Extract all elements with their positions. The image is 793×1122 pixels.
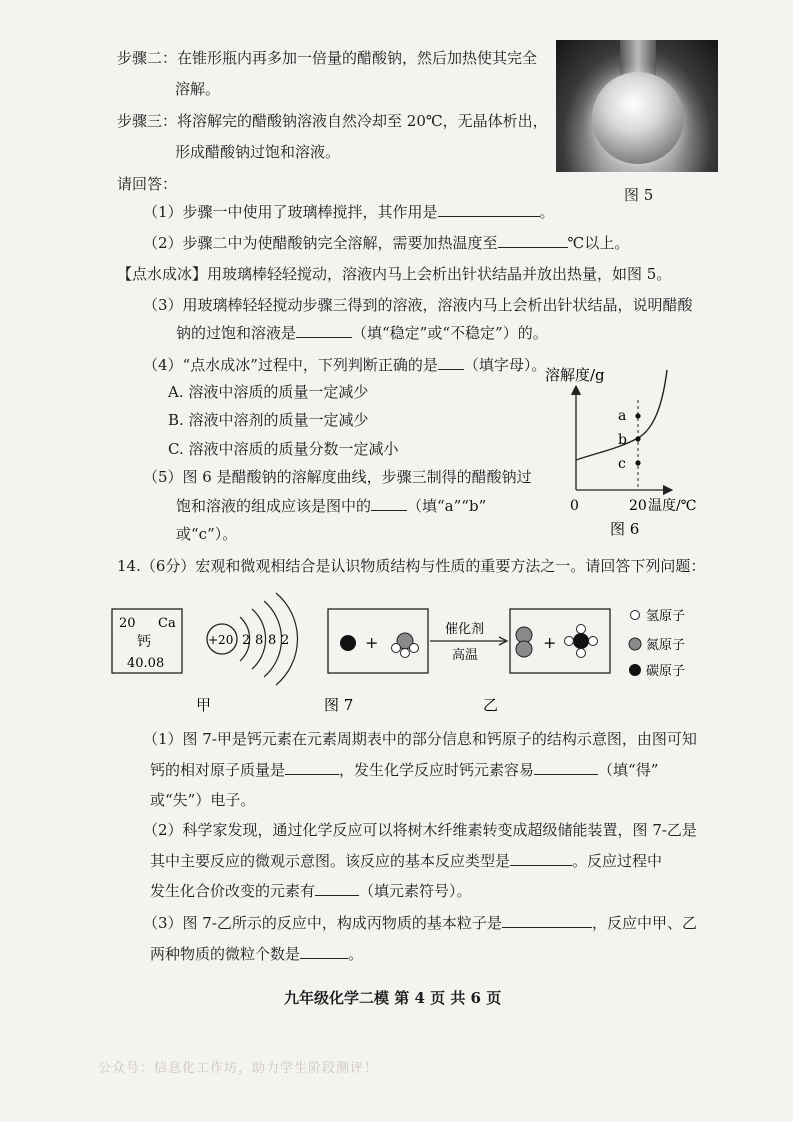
point-water-ice: 【点水成冰】用玻璃棒轻轻搅动，溶液内马上会析出针状结晶并放出热量，如图 5。 <box>117 265 672 283</box>
ask-label: 请回答： <box>117 175 178 193</box>
answer-blank-q3[interactable] <box>296 323 352 338</box>
sub-question-3-line2: 两种物质的微粒个数是 。 <box>150 945 364 963</box>
fig6-origin: 0 <box>570 498 579 514</box>
sub-question-1-line2: 钙的相对原子质量是 ，发生化学反应时钙元素容易 （填“得” <box>150 761 659 779</box>
answer-blank-electron[interactable] <box>534 760 598 775</box>
svg-text:8: 8 <box>268 633 277 648</box>
svg-text:钙: 钙 <box>137 634 151 650</box>
question-2: （2）步骤二中为使醋酸钠完全溶解，需要加热温度至 ℃以上。 <box>143 234 630 252</box>
methane-molecule <box>565 625 598 658</box>
answer-blank-ratio[interactable] <box>300 944 348 959</box>
question-1: （1）步骤一中使用了玻璃棒搅拌，其作用是 。 <box>143 203 555 221</box>
fig6-point-c <box>635 460 640 465</box>
fig6-point-b <box>635 436 640 441</box>
fig5-caption: 图 5 <box>624 186 654 204</box>
calcium-atom-structure <box>207 593 297 685</box>
svg-text:2: 2 <box>242 633 251 648</box>
fig6-solubility-chart <box>540 360 720 545</box>
svg-text:8: 8 <box>255 633 264 648</box>
fig6-label-a: a <box>618 408 627 424</box>
sub-question-2-line3: 发生化合价改变的元素有 （填元素符号）。 <box>150 882 472 900</box>
fig6-point-a <box>635 413 640 418</box>
fig6-ylabel: 溶解度/g <box>545 366 605 384</box>
page-footer: 九年级化学二模 第 4 页 共 6 页 <box>284 989 502 1007</box>
ammonia-molecule <box>392 633 419 658</box>
nitrogen-legend-icon <box>629 638 641 650</box>
answer-blank-q5[interactable] <box>371 496 407 511</box>
svg-text:碳原子: 碳原子 <box>646 664 686 679</box>
step2-line1: 步骤二：在锥形瓶内再多加一倍量的醋酸钠，然后加热使其完全 <box>117 49 538 67</box>
nitrogen-molecule <box>516 627 532 657</box>
option-c: C. 溶液中溶质的质量分数一定减小 <box>168 440 399 458</box>
hydrogen-legend-icon <box>631 611 640 620</box>
carbon-legend-icon <box>629 664 641 676</box>
fig5-photo <box>556 40 718 172</box>
sub-question-1-line1: （1）图 7-甲是钙元素在元素周期表中的部分信息和钙原子的结构示意图，由图可知 <box>143 730 697 748</box>
step3-line2: 形成醋酸钠过饱和溶液。 <box>175 143 341 161</box>
answer-blank-reaction-type[interactable] <box>510 851 572 866</box>
sub-question-2-line1: （2）科学家发现，通过化学反应可以将树木纤维素转变成超级储能装置，图 7-乙是 <box>143 821 697 839</box>
svg-text:20: 20 <box>119 616 136 631</box>
svg-text:2: 2 <box>281 633 290 648</box>
answer-blank-atomic-mass[interactable] <box>285 760 339 775</box>
svg-text:氮原子: 氮原子 <box>646 638 686 653</box>
label-yi: 乙 <box>483 696 499 714</box>
fig6-label-c: c <box>618 456 626 472</box>
question-5-line1: （5）图 6 是醋酸钠的溶解度曲线，步骤三制得的醋酸钠过 <box>143 468 532 486</box>
sub-question-3-line1: （3）图 7-乙所示的反应中，构成丙物质的基本粒子是 ，反应中甲、乙 <box>143 914 697 932</box>
label-jia: 甲 <box>196 696 212 714</box>
catalyst-label: 催化剂 <box>445 622 485 637</box>
step3-line1: 步骤三：将溶解完的醋酸钠溶液自然冷却至 20℃，无晶体析出， <box>117 112 548 130</box>
answer-blank-particle[interactable] <box>502 913 592 928</box>
question-5-line3: 或“c”）。 <box>176 525 238 543</box>
question-3-line2: 钠的过饱和溶液是 （填“稳定”或“不稳定”）的。 <box>176 324 548 342</box>
answer-blank-q4[interactable] <box>438 355 464 370</box>
label-fig7: 图 7 <box>324 696 354 714</box>
svg-text:40.08: 40.08 <box>127 656 165 671</box>
carbon-atom <box>340 635 356 651</box>
sub-question-1-line3: 或“失”）电子。 <box>150 791 256 809</box>
fig6-label-b: b <box>618 432 627 448</box>
question-3-line1: （3）用玻璃棒轻轻搅动步骤三得到的溶液，溶液内马上会析出针状结晶，说明醋酸 <box>143 296 693 314</box>
svg-text:+20: +20 <box>208 633 234 647</box>
fig6-caption: 图 6 <box>610 520 640 538</box>
atom-legend <box>629 609 685 679</box>
condition-label: 高温 <box>452 648 479 663</box>
option-b: B. 溶液中溶剂的质量一定减少 <box>168 411 369 429</box>
sub-question-2-line2: 其中主要反应的微观示意图。该反应的基本反应类型是 。反应过程中 <box>150 852 663 870</box>
watermark-text: 公众号：信息化工作坊，助力学生阶段测评！ <box>98 1061 379 1076</box>
answer-blank-q2[interactable] <box>498 233 568 248</box>
svg-text:Ca: Ca <box>158 616 176 631</box>
fig6-tick-20: 20 <box>629 498 647 514</box>
question-5-line2: 饱和溶液的组成应该是图中的 （填“a”“b” <box>176 497 487 515</box>
option-a: A. 溶液中溶质的质量一定减少 <box>168 383 369 401</box>
fig7-figure <box>100 585 740 715</box>
fig6-xlabel: 温度/℃ <box>648 498 697 514</box>
svg-text:+: + <box>543 633 557 652</box>
question-4: （4）“点水成冰”过程中，下列判断正确的是 （填字母）。 <box>143 356 547 374</box>
svg-text:+: + <box>365 633 379 652</box>
answer-blank-elements[interactable] <box>315 881 359 896</box>
question-14: 14.（6分）宏观和微观相结合是认识物质结构与性质的重要方法之一。请回答下列问题： <box>117 557 706 575</box>
step2-line2: 溶解。 <box>175 80 221 98</box>
answer-blank-q1[interactable] <box>438 202 540 217</box>
svg-text:氢原子: 氢原子 <box>646 609 686 624</box>
